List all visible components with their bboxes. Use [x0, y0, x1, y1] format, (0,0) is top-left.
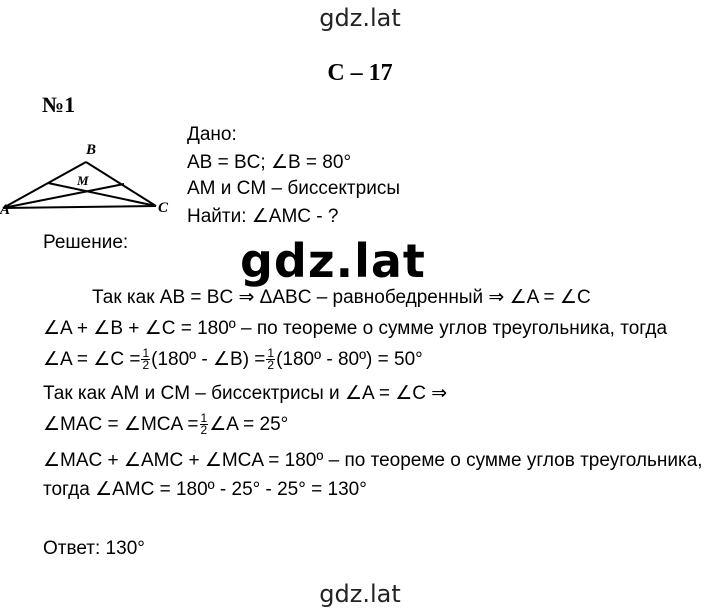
problem-number: №1 [42, 92, 76, 117]
solution-line-3-part-b: (180º - ∠B) = [151, 349, 266, 370]
fraction-half [141, 348, 150, 371]
section-title: С – 17 [327, 60, 393, 86]
solution-line-7: тогда ∠AMC = 180º - 25° - 25° = 130° [43, 479, 367, 500]
fraction-numerator-3: 1 [200, 411, 208, 426]
solution-line-4: Так как AM и CM – биссектрисы и ∠A = ∠C ⇒ [43, 383, 448, 404]
side-ac [3, 206, 156, 208]
side-ab [3, 162, 86, 208]
solution-line-6: ∠MAC + ∠AMC + ∠MCA = 180º – по теореме о сумме углов треугольника, [43, 450, 703, 471]
triangle-figure [0, 138, 190, 218]
solution-line-5-part-a: ∠MAC = ∠MCA = [43, 414, 199, 435]
given-line-3: Найти: ∠AMC - ? [187, 206, 339, 227]
watermark-bottom: gdz.lat [319, 580, 401, 608]
watermark-top: gdz.lat [319, 4, 401, 32]
solution-line-3-part-a: ∠A = ∠C = [43, 349, 141, 370]
given-line-1: AB = BC; ∠B = 80° [187, 152, 352, 173]
label-a: A [0, 202, 11, 218]
solution-line-1: Так как AB = BC ⇒ ΔABC – равнобедренный ⇒ ∠A = ∠C [92, 287, 591, 308]
label-m: M [77, 173, 89, 188]
label-c: C [158, 200, 169, 216]
fraction-denominator: 2 [142, 358, 150, 373]
fraction-numerator-2: 1 [267, 346, 275, 361]
fraction-half-2 [266, 348, 275, 371]
answer: Ответ: 130° [43, 538, 145, 559]
fraction-numerator: 1 [142, 346, 150, 361]
fraction-denominator-2: 2 [267, 358, 275, 373]
solution-line-5 [43, 413, 288, 436]
solution-line-5-part-b: ∠A = 25° [209, 414, 289, 435]
watermark-center: gdz.lat [240, 234, 426, 288]
fraction-half-3 [200, 413, 209, 436]
solution-line-2: ∠A + ∠B + ∠C = 180º – по теореме о сумме углов треугольника, тогда [43, 318, 668, 339]
given-heading: Дано: [187, 124, 237, 145]
solution-heading: Решение: [43, 232, 129, 253]
fraction-denominator-3: 2 [200, 423, 208, 438]
bisector-cm [48, 183, 156, 206]
given-line-2: AM и CM – биссектрисы [187, 178, 400, 199]
solution-line-3 [43, 348, 423, 371]
solution-line-3-part-c: (180º - 80º) = 50° [276, 349, 423, 370]
label-b: B [86, 142, 97, 158]
